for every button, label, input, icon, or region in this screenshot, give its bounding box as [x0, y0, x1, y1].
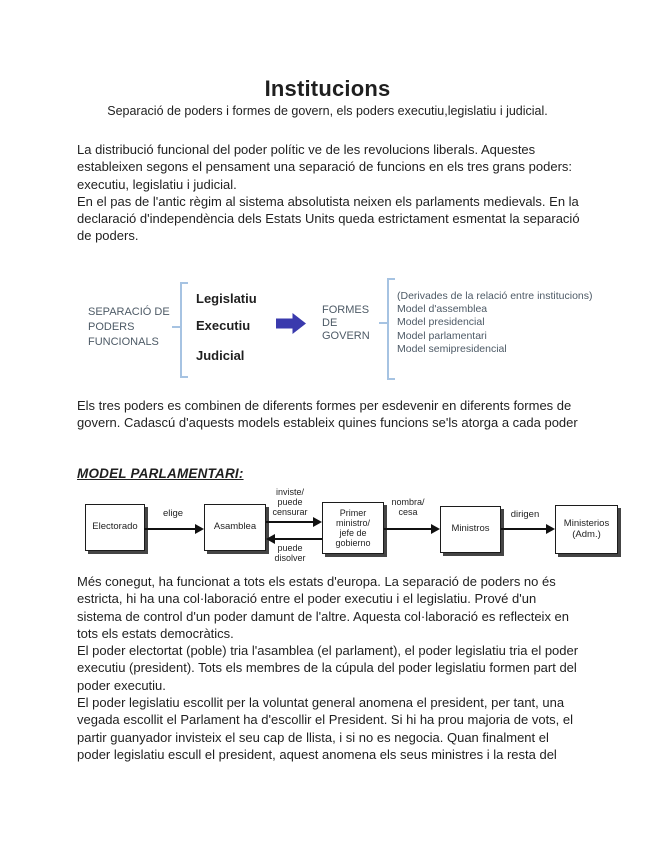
model-item: Model presidencial: [397, 316, 485, 329]
left-bracket-middle-tick: [172, 326, 180, 328]
flow-label-nombra-cesa: nombra/ cesa: [391, 497, 425, 517]
left-bracket-top-tick: [180, 282, 188, 284]
model-item: Model d'assemblea: [397, 303, 488, 315]
model-item: Model semipresidencial: [397, 343, 507, 356]
flow-box-ministros: Ministros: [440, 506, 501, 553]
left-bracket-line: [180, 282, 182, 378]
left-bracket-bottom-tick: [180, 376, 188, 378]
right-bracket-bottom-tick: [387, 378, 395, 380]
right-bracket-top-tick: [387, 278, 395, 280]
arrow-line: [501, 528, 546, 530]
flow-label-dirigen: dirigen: [510, 509, 540, 520]
arrow-head-right-icon: [195, 524, 204, 534]
arrow-line: [144, 528, 195, 530]
arrow-head-right-icon: [313, 517, 322, 527]
flow-label-puede-disolver: puede disolver: [274, 543, 306, 563]
model-item: Model parlamentari: [397, 329, 487, 342]
arrow-head-right-icon: [431, 524, 440, 534]
parliamentary-paragraph: Més conegut, ha funcionat a tots els estats d'europa. La separació de poders no és estricta, hi ha una col·laboració entre el poder executiu i el legislatiu. Prové d'un sistema de control d'un poder damunt de l'altre. Aquesta col·laboració es reflecteix en tots els estats democràtics. El poder electortat (poble) tria l'asamblea (el parlament), el poder legislatiu tria el poder executiu (president). Tots els membres de la cúpula del poder legislatiu formen part del poder executiu. El poder legislatiu escollit per la voluntat general anomena el president, per tant, una vegada escollit el Parlament ha d'escollir el President. Si hi ha prou majoria de vots, el partir guanyador invisteix el seu cap de llista, i si no es negocia. Quan finalment el poder legislatiu escull el president, aquest anomena els seus ministres i la resta del: [77, 574, 579, 762]
combine-paragraph: Els tres poders es combinen de diferents formes per esdevenir en diferents formes de govern. Cadascú d'aquests models estableix quines funcions se'ls atorga a cada poder: [77, 398, 578, 431]
flow-box-electorado: Electorado: [85, 504, 145, 551]
flow-box-asamblea: Asamblea: [204, 504, 266, 551]
page-subtitle: Separació de poders i formes de govern, els poders executiu,legislatiu i judicial.: [107, 104, 548, 118]
separacio-poders-label: SEPARACIÓ DE PODERS FUNCIONALS: [88, 306, 170, 348]
power-judicial: Judicial: [196, 348, 245, 363]
flow-label-elige: elige: [162, 508, 184, 519]
government-models-list: [397, 303, 507, 357]
page-title: Institucions: [264, 76, 391, 101]
power-executiu: Executiu: [196, 318, 251, 333]
flow-label-inviste-puede-censurar: inviste/ puede censurar: [272, 487, 308, 517]
arrow-head-right-icon: [546, 524, 555, 534]
arrow-line: [275, 538, 322, 540]
flow-box-primer-ministro: Primer ministro/ jefe de gobierno: [322, 502, 384, 554]
arrow-line: [384, 528, 431, 530]
section-heading-model-parlamentari: MODEL PARLAMENTARI:: [77, 466, 244, 481]
right-bracket-middle-tick: [379, 322, 387, 324]
formes-de-govern-label: FORMES DE GOVERN: [322, 304, 370, 342]
intro-paragraph: La distribució funcional del poder polític ve de les revolucions liberals. Aquestes estableixen segons el pensament una separació de funcions en els tres grans poders: executiu, legislatiu i judicial. En el pas de l'antic règim al sistema absolutista neixen els parlaments medievals. En la declaració d'independència dels Estats Units queda estrictament esmentat la separació de poders.: [77, 142, 580, 244]
right-bracket-line: [387, 278, 389, 380]
flow-box-ministerios: Ministerios (Adm.): [555, 505, 618, 554]
derivades-note: (Derivades de la relació entre institucions): [397, 290, 593, 302]
right-arrow-icon: [276, 313, 306, 334]
arrow-line: [266, 521, 313, 523]
power-legislatiu: Legislatiu: [196, 291, 257, 306]
